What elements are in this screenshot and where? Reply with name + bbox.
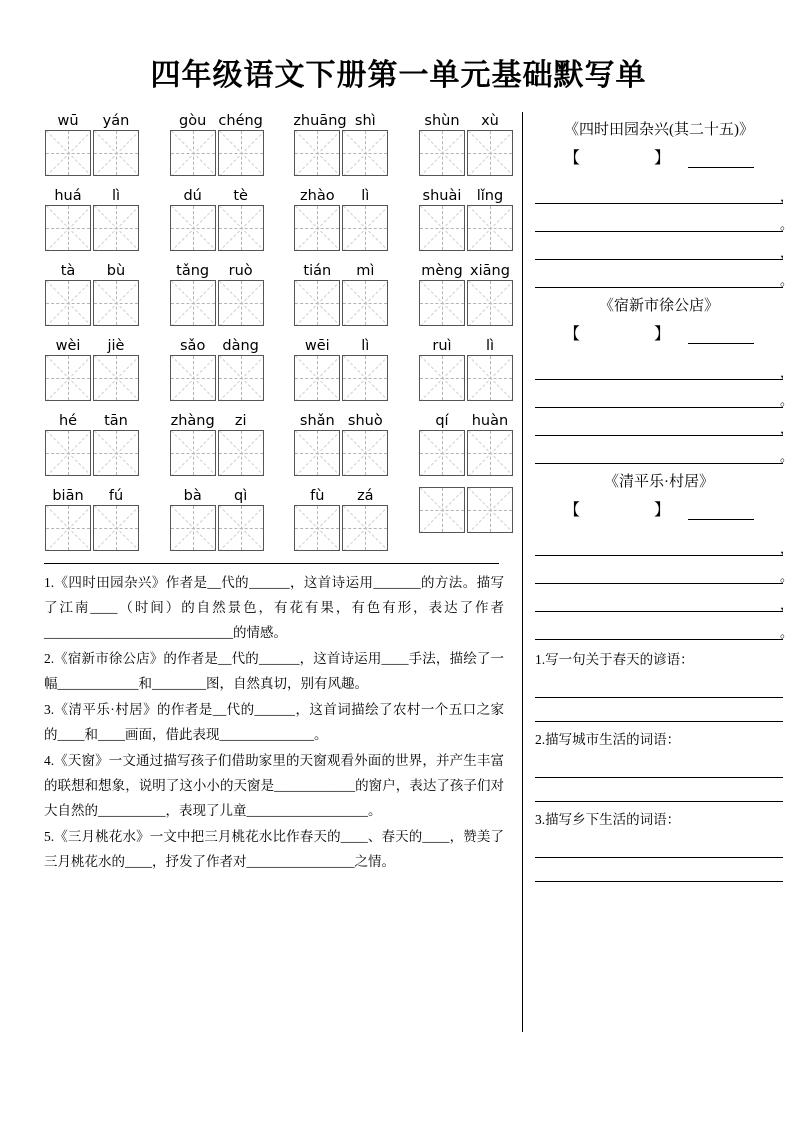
- cell-diagonal-icon: [94, 431, 138, 475]
- writing-cell[interactable]: [93, 355, 139, 401]
- cell-diagonal-icon: [468, 356, 512, 400]
- writing-cell[interactable]: [218, 505, 264, 551]
- writing-cell[interactable]: [294, 280, 340, 326]
- pinyin-syllables: [44, 412, 140, 430]
- writing-cells: [294, 205, 388, 251]
- cell-diagonal-icon: [295, 131, 339, 175]
- cell-diagonal-icon: [420, 356, 464, 400]
- cell-diagonal-icon: [420, 281, 464, 325]
- cell-diagonal-icon: [343, 356, 387, 400]
- pinyin-syllable: zhàng: [170, 413, 215, 429]
- word-line: [44, 262, 514, 326]
- pinyin-syllable: bà: [183, 488, 202, 504]
- pinyin-row: [44, 112, 514, 176]
- writing-cells: [170, 205, 264, 251]
- pinyin-syllable: shì: [354, 113, 376, 129]
- writing-cells: [170, 280, 264, 326]
- pinyin-syllable: shuài: [422, 188, 462, 204]
- pinyin-syllables: [418, 112, 514, 130]
- poem-blank-line[interactable]: [535, 528, 793, 557]
- pinyin-syllable: gòu: [179, 113, 207, 129]
- right-column: [533, 112, 793, 882]
- author-blank[interactable]: [688, 328, 754, 344]
- pinyin-syllable: lì: [361, 188, 370, 204]
- cell-diagonal-icon: [171, 506, 215, 550]
- writing-cell[interactable]: [93, 130, 139, 176]
- line-punctuation: ，: [779, 542, 793, 557]
- writing-cell[interactable]: [93, 430, 139, 476]
- pinyin-syllable: qì: [234, 488, 248, 504]
- word-group: [169, 487, 265, 551]
- poem-dictation-area: [535, 118, 793, 641]
- question-item: 5.《三月桃花水》一文中把三月桃花水比作春天的____、春天的____，赞美了三月桃花水的____，抒发了作者对________________之情。: [44, 829, 504, 869]
- pinyin-syllable: sǎo: [180, 338, 206, 354]
- pinyin-syllable: shùn: [424, 113, 460, 129]
- pinyin-syllable: huá: [54, 188, 82, 204]
- line-punctuation: ，: [779, 366, 793, 381]
- poem-author-line[interactable]: [535, 497, 783, 520]
- writing-cells: [170, 505, 264, 551]
- writing-cell[interactable]: [467, 130, 513, 176]
- cell-diagonal-icon: [343, 281, 387, 325]
- writing-cell[interactable]: [419, 430, 465, 476]
- extra-questions-area: [535, 650, 783, 882]
- writing-cell[interactable]: [45, 355, 91, 401]
- poem-title: 《四时田园杂兴(其二十五)》: [564, 122, 754, 138]
- pinyin-syllables: [169, 487, 265, 505]
- extra-answer-line[interactable]: [535, 754, 783, 778]
- word-line: [44, 487, 514, 551]
- writing-cell[interactable]: [342, 205, 388, 251]
- pinyin-syllable: xù: [481, 113, 499, 129]
- poem-blank-line[interactable]: [535, 556, 793, 585]
- pinyin-syllable: tān: [104, 413, 128, 429]
- word-group: [169, 187, 265, 251]
- cell-diagonal-icon: [94, 281, 138, 325]
- cell-diagonal-icon: [94, 131, 138, 175]
- pinyin-syllables: [169, 337, 265, 355]
- writing-cell[interactable]: [419, 355, 465, 401]
- word-line: [44, 412, 514, 476]
- poem-block: [535, 294, 793, 465]
- cell-diagonal-icon: [295, 431, 339, 475]
- cell-diagonal-icon: [219, 131, 263, 175]
- pinyin-syllable: qí: [435, 413, 449, 429]
- poem-blank-line[interactable]: [535, 260, 793, 289]
- pinyin-syllables: [44, 487, 140, 505]
- cell-diagonal-icon: [468, 431, 512, 475]
- writing-cell[interactable]: [218, 355, 264, 401]
- line-punctuation: ，: [779, 190, 793, 205]
- cell-diagonal-icon: [46, 356, 90, 400]
- cell-diagonal-icon: [420, 488, 464, 532]
- word-group: [293, 487, 389, 551]
- writing-cell[interactable]: [294, 355, 340, 401]
- word-line: [44, 337, 514, 401]
- writing-cell[interactable]: [45, 280, 91, 326]
- writing-cell[interactable]: [294, 205, 340, 251]
- cell-diagonal-icon: [468, 281, 512, 325]
- word-group: [418, 412, 514, 476]
- pinyin-syllables: [44, 337, 140, 355]
- poem-blank-line[interactable]: [535, 380, 793, 409]
- poem-author-line[interactable]: [535, 145, 783, 168]
- writing-cell[interactable]: [342, 280, 388, 326]
- pinyin-syllable: tà: [60, 263, 76, 279]
- pinyin-syllable: zhuāng: [293, 113, 347, 129]
- page-title: 四年级语文下册第一单元基础默写单: [150, 59, 647, 92]
- pinyin-syllable: zá: [357, 488, 374, 504]
- cell-diagonal-icon: [46, 431, 90, 475]
- pinyin-row: [44, 487, 514, 551]
- line-punctuation: 。: [779, 274, 793, 289]
- line-punctuation: ，: [779, 422, 793, 437]
- fill-in-questions: [44, 570, 504, 874]
- cell-diagonal-icon: [295, 281, 339, 325]
- pinyin-syllable: ruò: [228, 263, 253, 279]
- writing-cell[interactable]: [294, 430, 340, 476]
- cell-diagonal-icon: [468, 488, 512, 532]
- pinyin-syllable: shǎn: [299, 413, 335, 429]
- cell-diagonal-icon: [468, 131, 512, 175]
- word-group: [169, 112, 265, 176]
- poem-blank-line[interactable]: [535, 408, 793, 437]
- cell-diagonal-icon: [343, 131, 387, 175]
- writing-cells: [45, 505, 139, 551]
- content-columns: [44, 112, 793, 1032]
- question-item: 2.《宿新市徐公店》的作者是__代的______，这首诗运用____手法，描绘了一幅____________和________图，自然真切，别有风趣。: [44, 651, 504, 691]
- pinyin-row: [44, 187, 514, 251]
- section-divider: [44, 563, 499, 564]
- word-group: [418, 262, 514, 326]
- writing-cells: [45, 355, 139, 401]
- cell-diagonal-icon: [219, 281, 263, 325]
- line-punctuation: 。: [779, 450, 793, 465]
- writing-cell[interactable]: [342, 130, 388, 176]
- pinyin-syllable: lì: [111, 188, 121, 204]
- cell-diagonal-icon: [46, 281, 90, 325]
- pinyin-syllables: [293, 337, 389, 355]
- cell-diagonal-icon: [171, 206, 215, 250]
- pinyin-syllable: huàn: [471, 413, 509, 429]
- pinyin-row: [44, 337, 514, 401]
- line-punctuation: 。: [779, 626, 793, 641]
- writing-cell[interactable]: [467, 355, 513, 401]
- cell-diagonal-icon: [219, 356, 263, 400]
- writing-cell[interactable]: [218, 205, 264, 251]
- word-group: [169, 337, 265, 401]
- word-line: [44, 112, 514, 176]
- poem-blank-line[interactable]: [535, 612, 793, 641]
- pinyin-syllable: mì: [356, 263, 375, 279]
- pinyin-syllables: [44, 262, 140, 280]
- word-group: [293, 262, 389, 326]
- cell-diagonal-icon: [171, 356, 215, 400]
- writing-cells: [419, 430, 513, 476]
- writing-cell[interactable]: [45, 430, 91, 476]
- pinyin-syllables: [418, 262, 514, 280]
- writing-cells: [170, 130, 264, 176]
- writing-cell[interactable]: [170, 505, 216, 551]
- writing-cells: [294, 505, 388, 551]
- cell-diagonal-icon: [295, 356, 339, 400]
- left-column: [44, 112, 514, 875]
- writing-cells: [294, 355, 388, 401]
- cell-diagonal-icon: [343, 431, 387, 475]
- question-item: 1.《四时田园杂兴》作者是__代的______，这首诗运用_______的方法。描写了江南____（时间）的自然景色，有花有果，有色有形，表达了作者____________________________的情感。: [44, 575, 504, 640]
- writing-cells: [294, 280, 388, 326]
- cell-diagonal-icon: [219, 206, 263, 250]
- writing-cell[interactable]: [419, 280, 465, 326]
- writing-cells: [419, 130, 513, 176]
- writing-cell[interactable]: [170, 130, 216, 176]
- cell-diagonal-icon: [46, 131, 90, 175]
- author-blank[interactable]: [688, 504, 754, 520]
- writing-cell[interactable]: [170, 280, 216, 326]
- pinyin-grid-area: [44, 112, 514, 551]
- word-group: [293, 112, 389, 176]
- pinyin-row: [44, 412, 514, 476]
- extra-answer-line[interactable]: [535, 674, 783, 698]
- writing-cell[interactable]: [342, 505, 388, 551]
- cell-diagonal-icon: [46, 506, 90, 550]
- cell-diagonal-icon: [94, 356, 138, 400]
- line-punctuation: 。: [779, 570, 793, 585]
- writing-cell[interactable]: [170, 430, 216, 476]
- poem-blank-line[interactable]: [535, 352, 793, 381]
- word-group: [418, 487, 514, 551]
- writing-cell[interactable]: [419, 205, 465, 251]
- cell-diagonal-icon: [171, 431, 215, 475]
- writing-cell[interactable]: [342, 355, 388, 401]
- extra-answer-line[interactable]: [535, 834, 783, 858]
- pinyin-syllables: [44, 112, 140, 130]
- writing-cell[interactable]: [342, 430, 388, 476]
- cell-diagonal-icon: [94, 506, 138, 550]
- poem-blank-line[interactable]: [535, 232, 793, 261]
- pinyin-syllable: biān: [52, 488, 84, 504]
- pinyin-syllable: fù: [310, 488, 325, 504]
- word-group: [418, 187, 514, 251]
- cell-diagonal-icon: [420, 431, 464, 475]
- word-group: [293, 337, 389, 401]
- word-group: [44, 187, 140, 251]
- word-group: [293, 412, 389, 476]
- writing-cell[interactable]: [467, 430, 513, 476]
- poem-blank-line[interactable]: [535, 436, 793, 465]
- pinyin-syllable: mèng: [421, 263, 463, 279]
- writing-cells: [294, 430, 388, 476]
- pinyin-row: [44, 262, 514, 326]
- cell-diagonal-icon: [219, 506, 263, 550]
- pinyin-syllables: [169, 262, 265, 280]
- dynasty-bracket[interactable]: 【 】: [563, 326, 684, 343]
- cell-diagonal-icon: [343, 206, 387, 250]
- writing-cell[interactable]: [93, 505, 139, 551]
- word-group: [169, 412, 265, 476]
- cell-diagonal-icon: [171, 281, 215, 325]
- pinyin-syllables: [169, 112, 265, 130]
- cell-diagonal-icon: [468, 206, 512, 250]
- extra-question-prompt: 3.描写乡下生活的词语：: [535, 812, 681, 827]
- cell-diagonal-icon: [420, 131, 464, 175]
- extra-answer-line[interactable]: [535, 858, 783, 882]
- writing-cell[interactable]: [93, 205, 139, 251]
- pinyin-syllable: jiè: [107, 338, 125, 354]
- pinyin-syllable: shuò: [347, 413, 383, 429]
- extra-question-prompt: 2.描写城市生活的词语：: [535, 732, 681, 747]
- pinyin-syllable: wèi: [55, 338, 81, 354]
- line-punctuation: ，: [779, 598, 793, 613]
- cell-diagonal-icon: [46, 206, 90, 250]
- writing-cell[interactable]: [294, 130, 340, 176]
- writing-cell[interactable]: [170, 205, 216, 251]
- cell-diagonal-icon: [295, 506, 339, 550]
- pinyin-syllable: fú: [108, 488, 124, 504]
- question-item: 4.《天窗》一文通过描写孩子们借助家里的天窗观看外面的世界，并产生丰富的联想和想象，说明了这小小的天窗是____________的窗户，表达了孩子们对大自然的__________，表现了儿童__________________。: [44, 753, 504, 818]
- pinyin-syllable: zi: [234, 413, 247, 429]
- writing-cells: [170, 430, 264, 476]
- writing-cells: [419, 355, 513, 401]
- line-punctuation: 。: [779, 394, 793, 409]
- pinyin-syllables: [418, 337, 514, 355]
- writing-cells: [45, 205, 139, 251]
- pinyin-syllable: tián: [303, 263, 332, 279]
- word-group: [44, 337, 140, 401]
- cell-diagonal-icon: [343, 506, 387, 550]
- extra-question-prompt: 1.写一句关于春天的谚语：: [535, 652, 694, 667]
- vertical-divider: [522, 112, 523, 1032]
- pinyin-syllables: [169, 412, 265, 430]
- word-group: [44, 112, 140, 176]
- writing-cells: [419, 487, 513, 533]
- poem-title: 《清平乐·村居》: [604, 474, 714, 490]
- poem-blank-line[interactable]: [535, 204, 793, 233]
- writing-cells: [45, 280, 139, 326]
- pinyin-syllables: [169, 187, 265, 205]
- pinyin-syllable: yán: [102, 113, 130, 129]
- writing-cell[interactable]: [45, 205, 91, 251]
- pinyin-syllable: lǐng: [476, 188, 504, 204]
- cell-diagonal-icon: [219, 431, 263, 475]
- cell-diagonal-icon: [420, 206, 464, 250]
- pinyin-syllable: dú: [183, 188, 202, 204]
- pinyin-syllable: wū: [57, 113, 79, 129]
- pinyin-syllable: ruì: [432, 338, 452, 354]
- pinyin-syllable: dàng: [222, 338, 259, 354]
- pinyin-syllable: xiāng: [470, 263, 510, 279]
- writing-cell[interactable]: [467, 487, 513, 533]
- writing-cell[interactable]: [294, 505, 340, 551]
- writing-cell[interactable]: [419, 487, 465, 533]
- writing-cell[interactable]: [218, 280, 264, 326]
- writing-cell[interactable]: [419, 130, 465, 176]
- writing-cell[interactable]: [467, 280, 513, 326]
- extra-answer-line[interactable]: [535, 698, 783, 722]
- poem-block: [535, 118, 793, 289]
- writing-cell[interactable]: [170, 355, 216, 401]
- question-item: 3.《清平乐·村居》的作者是__代的______，这首词描绘了农村一个五口之家的____和____画面，借此表现______________。: [44, 702, 504, 742]
- pinyin-syllables: [293, 187, 389, 205]
- poem-blank-line[interactable]: [535, 584, 793, 613]
- pinyin-syllable: zhào: [300, 188, 335, 204]
- word-group: [293, 187, 389, 251]
- word-group: [44, 487, 140, 551]
- pinyin-syllable: tǎng: [176, 263, 210, 279]
- word-group: [418, 112, 514, 176]
- dynasty-bracket[interactable]: 【 】: [563, 150, 684, 167]
- poem-title: 《宿新市徐公店》: [598, 298, 719, 314]
- word-line: [44, 187, 514, 251]
- pinyin-syllables: [293, 262, 389, 280]
- pinyin-syllable: bù: [106, 263, 126, 279]
- pinyin-syllable: chéng: [218, 113, 263, 129]
- pinyin-syllables: [293, 412, 389, 430]
- writing-cells: [294, 130, 388, 176]
- author-blank[interactable]: [688, 152, 754, 168]
- pinyin-syllables: [418, 412, 514, 430]
- pinyin-syllable: wēi: [304, 338, 330, 354]
- writing-cell[interactable]: [93, 280, 139, 326]
- pinyin-syllables: [44, 187, 140, 205]
- cell-diagonal-icon: [94, 206, 138, 250]
- word-group: [169, 262, 265, 326]
- writing-cell[interactable]: [45, 505, 91, 551]
- extra-answer-line[interactable]: [535, 778, 783, 802]
- pinyin-syllable: lì: [361, 338, 370, 354]
- poem-blank-line[interactable]: [535, 176, 793, 205]
- word-group: [44, 262, 140, 326]
- writing-cell[interactable]: [467, 205, 513, 251]
- dynasty-bracket[interactable]: 【 】: [563, 502, 684, 519]
- pinyin-syllables: [293, 112, 389, 130]
- writing-cells: [419, 280, 513, 326]
- cell-diagonal-icon: [171, 131, 215, 175]
- cell-diagonal-icon: [295, 206, 339, 250]
- writing-cell[interactable]: [218, 430, 264, 476]
- pinyin-syllable: tè: [233, 188, 248, 204]
- poem-block: [535, 470, 793, 641]
- pinyin-syllables: [418, 187, 514, 205]
- pinyin-syllable: lì: [485, 338, 494, 354]
- word-group: [44, 412, 140, 476]
- line-punctuation: ，: [779, 246, 793, 261]
- line-punctuation: 。: [779, 218, 793, 233]
- pinyin-syllable: hé: [58, 413, 78, 429]
- writing-cells: [45, 430, 139, 476]
- writing-cells: [419, 205, 513, 251]
- poem-author-line[interactable]: [535, 321, 783, 344]
- writing-cell[interactable]: [218, 130, 264, 176]
- writing-cells: [45, 130, 139, 176]
- word-group: [418, 337, 514, 401]
- writing-cell[interactable]: [45, 130, 91, 176]
- pinyin-syllables: [293, 487, 389, 505]
- writing-cells: [170, 355, 264, 401]
